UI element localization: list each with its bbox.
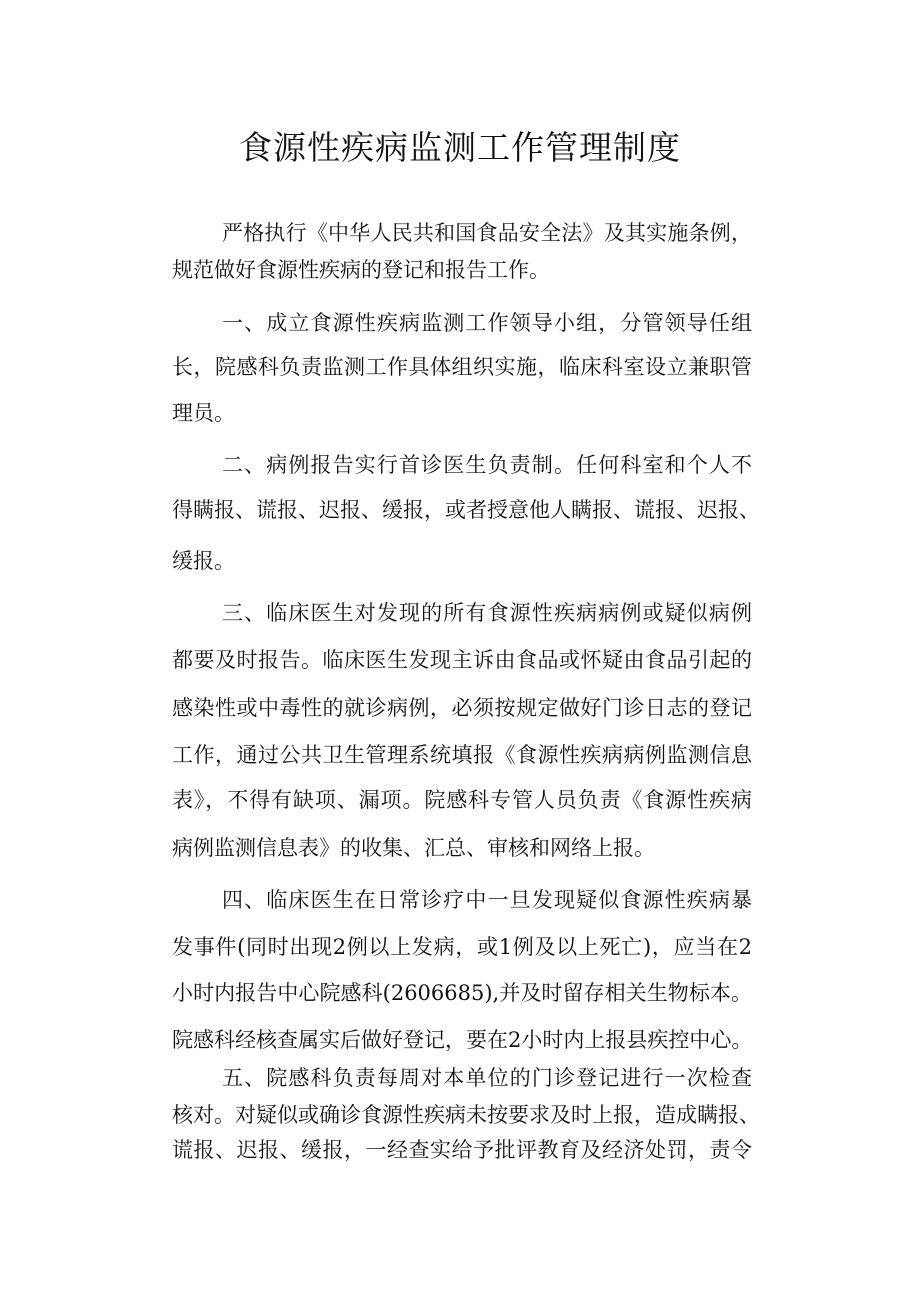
paragraph-line: 病例监测信息表》的收集、汇总、审核和网络上报。 xyxy=(172,836,655,860)
paragraph-line: 谎报、迟报、缓报，一经查实给予批评教育及经济处罚，责令 xyxy=(172,1138,752,1162)
paragraph-line: 感染性或中毒性的就诊病例，必须按规定做好门诊日志的登记 xyxy=(172,696,752,720)
paragraph-line: 规范做好食源性疾病的登记和报告工作。 xyxy=(172,258,550,282)
paragraph-line: 严格执行《中华人民共和国食品安全法》及其实施条例， xyxy=(222,221,752,245)
paragraph-line: 缓报。 xyxy=(172,549,235,573)
paragraph-line: 五、院感科负责每周对本单位的门诊登记进行一次检查 xyxy=(222,1066,752,1090)
paragraph-line: 二、病例报告实行首诊医生负责制。任何科室和个人不 xyxy=(222,453,752,477)
paragraph-line: 都要及时报告。临床医生发现主诉由食品或怀疑由食品引起的 xyxy=(172,648,752,672)
paragraph-line: 得瞒报、谎报、迟报、缓报，或者授意他人瞒报、谎报、迟报、 xyxy=(172,498,760,522)
paragraph-line: 表》，不得有缺项、漏项。院感科专管人员负责《食源性疾病 xyxy=(172,788,752,812)
paragraph-line: 核对。对疑似或确诊食源性疾病未按要求及时上报，造成瞒报、 xyxy=(172,1103,760,1127)
paragraph-line: 理员。 xyxy=(172,401,235,425)
paragraph-line: 三、临床医生对发现的所有食源性疾病病例或疑似病例 xyxy=(222,601,752,625)
paragraph-line: 小时内报告中心院感科(2606685),并及时留存相关生物标本。 xyxy=(172,981,752,1005)
document-title: 食源性疾病监测工作管理制度 xyxy=(239,128,681,167)
paragraph-line: 一、成立食源性疾病监测工作领导小组，分管领导任组 xyxy=(222,311,752,335)
paragraph-line: 发事件(同时出现2例以上发病，或1例及以上死亡)，应当在2 xyxy=(172,935,752,959)
paragraph-line: 工作，通过公共卫生管理系统填报《食源性疾病病例监测信息 xyxy=(172,743,752,767)
paragraph-line: 四、临床医生在日常诊疗中一旦发现疑似食源性疾病暴 xyxy=(222,888,752,912)
paragraph-line: 长，院感科负责监测工作具体组织实施，临床科室设立兼职管 xyxy=(172,355,752,379)
paragraph-line: 院感科经核查属实后做好登记，要在2小时内上报县疾控中心。 xyxy=(172,1028,753,1052)
